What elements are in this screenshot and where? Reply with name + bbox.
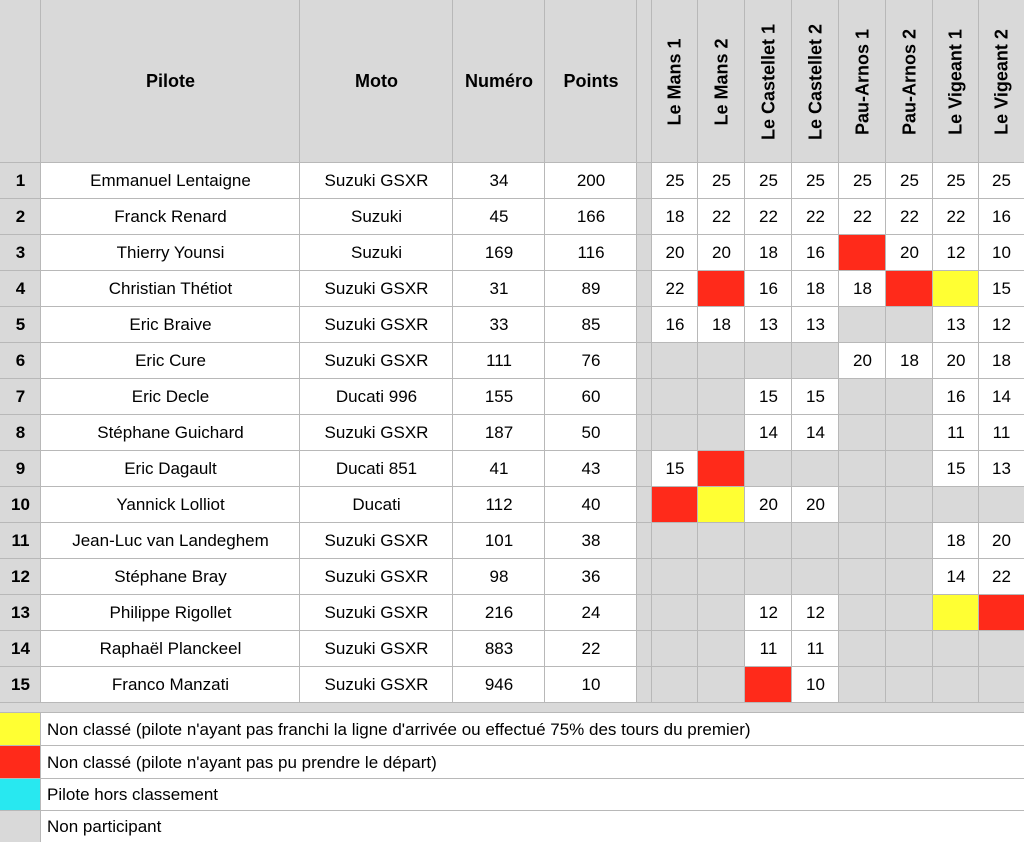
race-result: [933, 487, 979, 523]
total-points: 50: [545, 415, 637, 451]
race-result: 25: [839, 163, 886, 199]
race-result: [652, 343, 698, 379]
grid-line-v: [697, 0, 698, 703]
pilote-name: Eric Dagault: [41, 451, 300, 487]
race-result: 16: [745, 271, 792, 307]
total-points: 43: [545, 451, 637, 487]
grid-line-v: [544, 0, 545, 703]
moto-name: Suzuki: [300, 199, 453, 235]
race-number: 169: [453, 235, 545, 271]
race-result: [839, 559, 886, 595]
row-rank: 12: [0, 559, 41, 595]
race-number: 155: [453, 379, 545, 415]
race-result: 18: [886, 343, 933, 379]
race-number: 31: [453, 271, 545, 307]
race-result: 18: [745, 235, 792, 271]
moto-name: Suzuki GSXR: [300, 163, 453, 199]
race-result: [652, 415, 698, 451]
race-result: [792, 451, 839, 487]
race-result: 20: [652, 235, 698, 271]
race-result: [745, 559, 792, 595]
pilote-name: Franco Manzati: [41, 667, 300, 703]
grid-line-h: [0, 522, 1024, 523]
race-result: [698, 631, 745, 667]
total-points: 24: [545, 595, 637, 631]
race-result: [886, 379, 933, 415]
spacer-cell: [637, 343, 652, 379]
pilote-name: Franck Renard: [41, 199, 300, 235]
grid-line-h: [0, 198, 1024, 199]
race-name: Le Mans 1: [664, 37, 685, 126]
spacer-cell: [637, 379, 652, 415]
grid-line-h: [0, 594, 1024, 595]
race-result: 25: [698, 163, 745, 199]
race-result: 13: [745, 307, 792, 343]
spacer-cell: [637, 523, 652, 559]
spacer-cell: [637, 199, 652, 235]
grid-line-h: [0, 666, 1024, 667]
race-result: [698, 379, 745, 415]
race-result: [839, 595, 886, 631]
race-number: 112: [453, 487, 545, 523]
header-spacer: [637, 0, 652, 163]
race-result: 18: [792, 271, 839, 307]
race-result: [745, 451, 792, 487]
race-result: 15: [979, 271, 1024, 307]
race-result: 18: [698, 307, 745, 343]
grid-line-h: [0, 306, 1024, 307]
race-result: [839, 415, 886, 451]
total-points: 60: [545, 379, 637, 415]
race-result: 25: [745, 163, 792, 199]
race-result: [652, 595, 698, 631]
legend-text: Non classé (pilote n'ayant pas pu prendre le départ): [41, 746, 1024, 779]
row-rank: 6: [0, 343, 41, 379]
race-result: 13: [792, 307, 839, 343]
race-result: [886, 487, 933, 523]
race-result: 12: [745, 595, 792, 631]
row-rank: 3: [0, 235, 41, 271]
race-result: 10: [792, 667, 839, 703]
race-result: 22: [652, 271, 698, 307]
grid-line-v: [299, 0, 300, 703]
row-rank: 13: [0, 595, 41, 631]
race-result: 12: [933, 235, 979, 271]
race-result: 13: [933, 307, 979, 343]
header-race: [745, 0, 792, 163]
race-result: [698, 667, 745, 703]
header-pilote: Pilote: [41, 0, 300, 163]
race-result: 12: [979, 307, 1024, 343]
race-result: 14: [979, 379, 1024, 415]
race-result: 16: [979, 199, 1024, 235]
header-numero: Numéro: [453, 0, 545, 163]
race-result: 18: [979, 343, 1024, 379]
race-result: 14: [792, 415, 839, 451]
race-result: [698, 271, 745, 307]
legend-text: Pilote hors classement: [41, 779, 1024, 811]
pilote-name: Thierry Younsi: [41, 235, 300, 271]
race-result: [886, 595, 933, 631]
race-name: Le Vigeant 2: [991, 28, 1011, 135]
grid-line-h: [0, 702, 1024, 703]
header-points: Points: [545, 0, 637, 163]
total-points: 22: [545, 631, 637, 667]
moto-name: Suzuki GSXR: [300, 631, 453, 667]
spacer-cell: [637, 487, 652, 523]
race-result: [698, 559, 745, 595]
race-result: [839, 379, 886, 415]
race-result: [886, 559, 933, 595]
race-result: [792, 523, 839, 559]
race-result: 25: [792, 163, 839, 199]
race-result: 25: [886, 163, 933, 199]
row-rank: 8: [0, 415, 41, 451]
grid-line-v: [978, 0, 979, 703]
race-result: [698, 487, 745, 523]
spacer-cell: [637, 163, 652, 199]
pilote-name: Stéphane Guichard: [41, 415, 300, 451]
spacer-cell: [637, 415, 652, 451]
race-result: [745, 343, 792, 379]
race-result: [886, 415, 933, 451]
race-result: 20: [745, 487, 792, 523]
legend-text: Non participant: [41, 811, 1024, 842]
race-result: 11: [792, 631, 839, 667]
grid-line-h: [0, 810, 1024, 811]
header-race: [933, 0, 979, 163]
race-result: 20: [792, 487, 839, 523]
race-result: [979, 487, 1024, 523]
moto-name: Suzuki: [300, 235, 453, 271]
race-result: 25: [933, 163, 979, 199]
race-result: [745, 523, 792, 559]
header-race: [979, 0, 1024, 163]
row-rank: 4: [0, 271, 41, 307]
grid-line-h: [0, 712, 1024, 713]
grid-line-v: [932, 0, 933, 703]
row-rank: 5: [0, 307, 41, 343]
pilote-name: Eric Cure: [41, 343, 300, 379]
race-result: [839, 235, 886, 271]
race-result: 12: [792, 595, 839, 631]
moto-name: Suzuki GSXR: [300, 343, 453, 379]
row-rank: 9: [0, 451, 41, 487]
race-result: [886, 307, 933, 343]
row-rank: 2: [0, 199, 41, 235]
grid-line-v: [791, 0, 792, 703]
race-result: [745, 667, 792, 703]
pilote-name: Stéphane Bray: [41, 559, 300, 595]
race-name: Le Vigeant 1: [945, 28, 966, 135]
race-result: [698, 451, 745, 487]
grid-line-h: [0, 162, 1024, 163]
grid-line-h: [0, 234, 1024, 235]
race-result: [698, 343, 745, 379]
row-rank: 10: [0, 487, 41, 523]
row-rank: 1: [0, 163, 41, 199]
moto-name: Suzuki GSXR: [300, 307, 453, 343]
race-result: [886, 631, 933, 667]
race-result: [933, 595, 979, 631]
race-name: Le Mans 2: [711, 37, 731, 126]
pilote-name: Emmanuel Lentaigne: [41, 163, 300, 199]
race-result: [933, 667, 979, 703]
race-result: 15: [652, 451, 698, 487]
spacer-cell: [637, 307, 652, 343]
grid-line-v: [636, 0, 637, 703]
race-result: [698, 415, 745, 451]
total-points: 36: [545, 559, 637, 595]
grid-line-h: [0, 270, 1024, 271]
race-result: [792, 559, 839, 595]
race-result: [652, 523, 698, 559]
race-result: [792, 343, 839, 379]
race-number: 45: [453, 199, 545, 235]
spacer-cell: [637, 235, 652, 271]
grid-line-h: [0, 342, 1024, 343]
total-points: 200: [545, 163, 637, 199]
row-rank: 11: [0, 523, 41, 559]
race-number: 946: [453, 667, 545, 703]
race-result: [839, 667, 886, 703]
race-number: 216: [453, 595, 545, 631]
total-points: 38: [545, 523, 637, 559]
race-result: [652, 559, 698, 595]
moto-name: Ducati: [300, 487, 453, 523]
race-number: 98: [453, 559, 545, 595]
race-result: [839, 523, 886, 559]
pilote-name: Christian Thétiot: [41, 271, 300, 307]
race-number: 883: [453, 631, 545, 667]
race-result: [933, 631, 979, 667]
spacer-cell: [637, 559, 652, 595]
pilote-name: Yannick Lolliot: [41, 487, 300, 523]
grid-line-h: [0, 450, 1024, 451]
moto-name: Suzuki GSXR: [300, 595, 453, 631]
header-race: [652, 0, 698, 163]
race-result: [886, 271, 933, 307]
race-result: 11: [745, 631, 792, 667]
moto-name: Ducati 996: [300, 379, 453, 415]
grid-line-v: [885, 0, 886, 703]
race-result: 20: [886, 235, 933, 271]
row-rank: 15: [0, 667, 41, 703]
race-number: 101: [453, 523, 545, 559]
grid-line-h: [0, 778, 1024, 779]
header-race: [839, 0, 886, 163]
race-name: Pau-Arnos 1: [852, 28, 872, 135]
grid-line-v: [452, 0, 453, 703]
grid-line-h: [0, 558, 1024, 559]
race-number: 111: [453, 343, 545, 379]
race-name: Le Castellet 1: [758, 23, 778, 140]
pilote-name: Eric Decle: [41, 379, 300, 415]
total-points: 10: [545, 667, 637, 703]
total-points: 89: [545, 271, 637, 307]
grid-line-v: [40, 0, 41, 703]
moto-name: Suzuki GSXR: [300, 415, 453, 451]
total-points: 40: [545, 487, 637, 523]
pilote-name: Philippe Rigollet: [41, 595, 300, 631]
race-result: 22: [933, 199, 979, 235]
grid-line-h: [0, 378, 1024, 379]
race-result: 22: [839, 199, 886, 235]
grid-line-h: [0, 486, 1024, 487]
race-result: 20: [979, 523, 1024, 559]
header-race: [792, 0, 839, 163]
race-result: 13: [979, 451, 1024, 487]
race-result: [652, 631, 698, 667]
race-result: 15: [745, 379, 792, 415]
grid-line-h: [0, 745, 1024, 746]
race-result: 18: [839, 271, 886, 307]
header-race: [886, 0, 933, 163]
race-result: [886, 523, 933, 559]
race-result: 20: [839, 343, 886, 379]
spacer-cell: [637, 595, 652, 631]
total-points: 166: [545, 199, 637, 235]
race-result: 25: [979, 163, 1024, 199]
race-result: 20: [933, 343, 979, 379]
race-result: 11: [933, 415, 979, 451]
race-result: 20: [698, 235, 745, 271]
header-moto: Moto: [300, 0, 453, 163]
race-result: [652, 667, 698, 703]
race-result: 22: [886, 199, 933, 235]
race-result: 22: [792, 199, 839, 235]
race-number: 34: [453, 163, 545, 199]
race-number: 41: [453, 451, 545, 487]
grid-line-h: [0, 630, 1024, 631]
spacer-cell: [637, 451, 652, 487]
grid-line-v: [744, 0, 745, 703]
race-result: 11: [979, 415, 1024, 451]
pilote-name: Jean-Luc van Landeghem: [41, 523, 300, 559]
race-result: 15: [933, 451, 979, 487]
moto-name: Suzuki GSXR: [300, 667, 453, 703]
total-points: 116: [545, 235, 637, 271]
spacer-cell: [637, 271, 652, 307]
race-result: [979, 667, 1024, 703]
race-result: 16: [933, 379, 979, 415]
race-number: 33: [453, 307, 545, 343]
race-result: [979, 631, 1024, 667]
pilote-name: Raphaël Planckeel: [41, 631, 300, 667]
moto-name: Suzuki GSXR: [300, 559, 453, 595]
race-result: [652, 487, 698, 523]
race-result: 10: [979, 235, 1024, 271]
race-result: 22: [745, 199, 792, 235]
race-result: 18: [652, 199, 698, 235]
legend-text: Non classé (pilote n'ayant pas franchi la ligne d'arrivée ou effectué 75% des tours du premier): [41, 713, 1024, 746]
pilote-name: Eric Braive: [41, 307, 300, 343]
race-result: [933, 271, 979, 307]
race-result: [886, 451, 933, 487]
legend-swatch: [0, 713, 41, 746]
moto-name: Ducati 851: [300, 451, 453, 487]
total-points: 85: [545, 307, 637, 343]
race-name: Pau-Arnos 2: [899, 28, 919, 135]
race-name: Le Castellet 2: [805, 23, 825, 140]
race-result: 16: [792, 235, 839, 271]
moto-name: Suzuki GSXR: [300, 523, 453, 559]
race-result: 22: [979, 559, 1024, 595]
race-result: [698, 523, 745, 559]
row-rank: 14: [0, 631, 41, 667]
race-result: 25: [652, 163, 698, 199]
legend-swatch: [0, 779, 41, 811]
grid-line-v: [838, 0, 839, 703]
row-rank: 7: [0, 379, 41, 415]
header-race: [698, 0, 745, 163]
race-result: [839, 631, 886, 667]
race-result: 14: [745, 415, 792, 451]
grid-line-v: [651, 0, 652, 703]
race-result: [839, 487, 886, 523]
grid-line-h: [0, 414, 1024, 415]
total-points: 76: [545, 343, 637, 379]
legend-divider: [40, 713, 41, 842]
spacer-cell: [637, 631, 652, 667]
spacer-cell: [637, 667, 652, 703]
race-result: 15: [792, 379, 839, 415]
race-result: [979, 595, 1024, 631]
race-result: 18: [933, 523, 979, 559]
race-result: [839, 307, 886, 343]
race-result: 22: [698, 199, 745, 235]
race-result: 14: [933, 559, 979, 595]
moto-name: Suzuki GSXR: [300, 271, 453, 307]
race-result: [652, 379, 698, 415]
race-result: [886, 667, 933, 703]
race-result: [698, 595, 745, 631]
race-number: 187: [453, 415, 545, 451]
legend-swatch: [0, 746, 41, 779]
header-rank: [0, 0, 41, 163]
race-result: [839, 451, 886, 487]
race-result: 16: [652, 307, 698, 343]
legend-swatch: [0, 811, 41, 842]
